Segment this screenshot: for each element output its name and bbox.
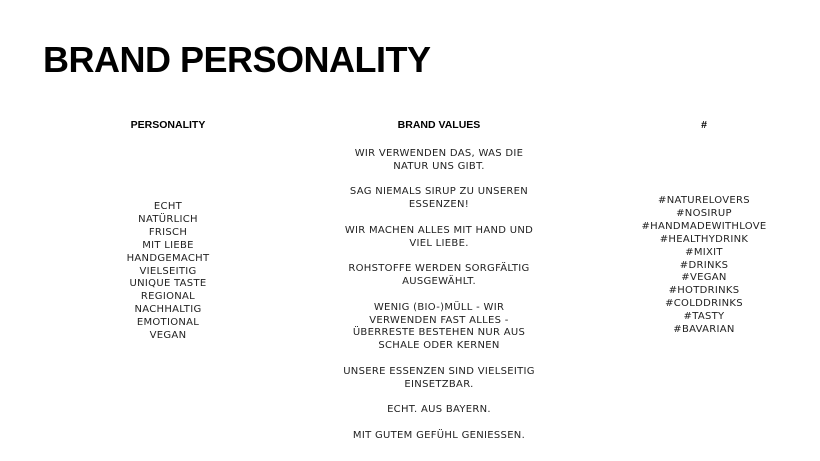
hashtags-list xyxy=(604,195,804,337)
personality-item: FRISCH xyxy=(148,226,188,238)
personality-item: HANDGEMACHT xyxy=(126,252,210,264)
personality-item: EMOTIONAL xyxy=(136,317,200,329)
brand-value-line: SAG NIEMALS SIRUP ZU UNSEREN xyxy=(349,186,529,198)
hashtag-item: #DRINKS xyxy=(679,259,729,271)
hashtag-item: #TASTY xyxy=(683,311,725,323)
personality-heading: PERSONALITY xyxy=(130,119,206,131)
brand-value-item xyxy=(319,225,559,251)
hashtag-item: #VEGAN xyxy=(681,272,727,284)
hashtags-heading: # xyxy=(701,119,707,131)
hashtag-item: #NATURELOVERS xyxy=(658,195,750,206)
brand-value-line: AUSGEWÄHLT. xyxy=(402,276,476,288)
hashtag-item: #HEALTHYDRINK xyxy=(659,233,749,245)
brand-value-item xyxy=(319,148,559,174)
brand-value-item xyxy=(319,186,559,212)
brand-value-item xyxy=(319,263,559,289)
brand-value-line: NATUR UNS GIBT. xyxy=(393,160,485,172)
brand-values-heading: BRAND VALUES xyxy=(397,119,481,131)
brand-value-item xyxy=(319,366,559,392)
brand-value-line: WIR MACHEN ALLES MIT HAND UND xyxy=(344,224,534,236)
brand-value-line: WIR VERWENDEN DAS, WAS DIE xyxy=(354,148,524,159)
brand-values-list xyxy=(319,148,559,455)
brand-value-line: SCHALE ODER KERNEN xyxy=(378,340,500,352)
personality-item: NATÜRLICH xyxy=(138,213,198,225)
brand-value-item xyxy=(319,404,559,417)
hashtag-item: #MIXIT xyxy=(685,246,723,258)
brand-value-line: ECHT. AUS BAYERN. xyxy=(387,404,491,416)
hashtag-item: #NOSIRUP xyxy=(676,207,732,219)
brand-value-item xyxy=(319,302,559,354)
personality-item: REGIONAL xyxy=(140,291,196,303)
brand-value-line: ROHSTOFFE WERDEN SORGFÄLTIG xyxy=(348,263,530,275)
hashtag-item: #BAVARIAN xyxy=(673,324,735,336)
personality-list xyxy=(88,201,248,343)
personality-item: ECHT xyxy=(153,201,183,212)
brand-value-line: VERWENDEN FAST ALLES - xyxy=(369,314,509,326)
personality-item: UNIQUE TASTE xyxy=(129,278,207,290)
brand-value-line: ESSENZEN! xyxy=(408,199,470,211)
brand-value-line: ÜBERRESTE BESTEHEN NUR AUS xyxy=(352,327,526,339)
brand-value-item xyxy=(319,430,559,443)
hashtag-item: #HOTDRINKS xyxy=(668,285,740,297)
personality-item: VIELSEITIG xyxy=(139,265,197,277)
brand-value-line: VIEL LIEBE. xyxy=(409,237,469,249)
hashtag-item: #HANDMADEWITHLOVE xyxy=(641,220,767,232)
personality-item: VEGAN xyxy=(149,330,187,342)
page-title: BRAND PERSONALITY xyxy=(43,39,431,80)
brand-value-line: MIT GUTEM GEFÜHL GENIESSEN. xyxy=(352,429,526,441)
personality-item: MIT LIEBE xyxy=(142,239,194,251)
brand-value-line: WENIG (BIO-)MÜLL - WIR xyxy=(373,301,505,313)
brand-value-line: UNSERE ESSENZEN SIND VIELSEITIG xyxy=(343,365,535,377)
personality-item: NACHHALTIG xyxy=(134,304,202,316)
hashtag-item: #COLDDRINKS xyxy=(665,298,743,310)
brand-value-line: EINSETZBAR. xyxy=(404,378,474,390)
